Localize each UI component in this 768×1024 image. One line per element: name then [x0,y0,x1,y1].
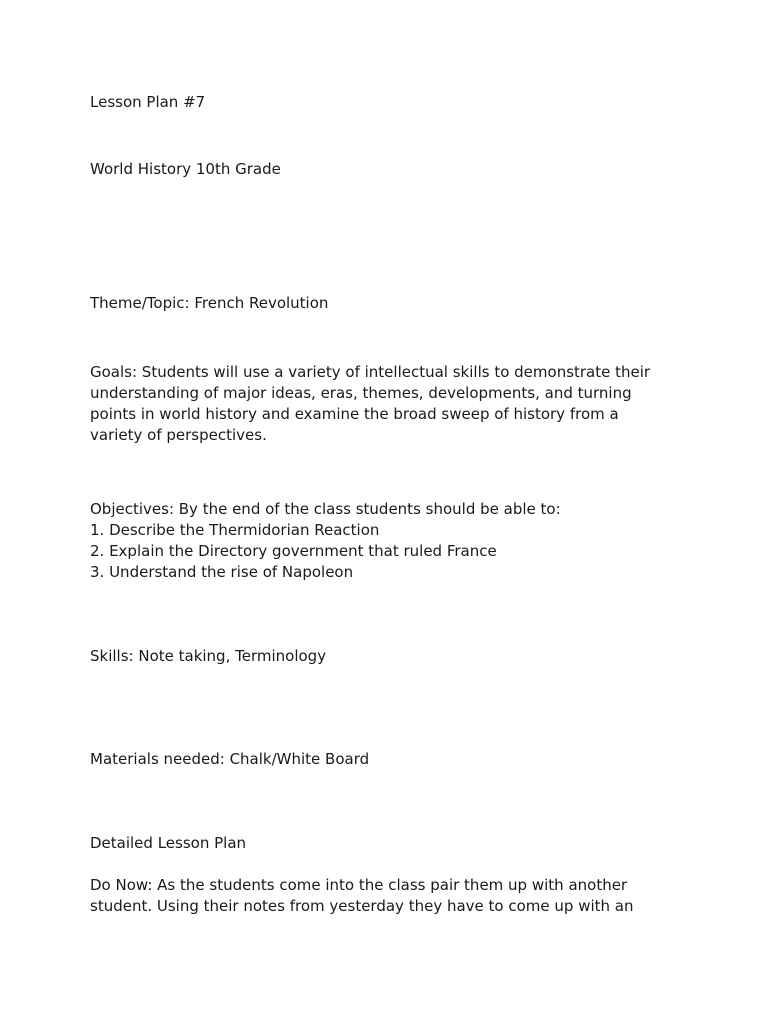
goals-line: understanding of major ideas, eras, themes, developments, and turning [90,384,632,402]
lesson-plan-title: Lesson Plan #7 [90,93,206,111]
course-name: World History 10th Grade [90,160,281,178]
goals-line: variety of perspectives. [90,426,267,444]
objective-item: 3. Understand the rise of Napoleon [90,563,354,581]
goals-line: points in world history and examine the broad sweep of history from a [90,405,619,423]
objective-item: 1. Describe the Thermidorian Reaction [90,521,380,539]
theme-topic: Theme/Topic: French Revolution [90,294,329,312]
objectives-intro: Objectives: By the end of the class students should be able to: [90,500,561,518]
materials-line: Materials needed: Chalk/White Board [90,750,370,768]
detailed-lesson-plan-heading: Detailed Lesson Plan [90,834,247,852]
objective-item: 2. Explain the Directory government that ruled France [90,542,497,560]
do-now-line: Do Now: As the students come into the class pair them up with another [90,876,628,894]
do-now-line: student. Using their notes from yesterday they have to come up with an [90,897,634,915]
goals-line: Goals: Students will use a variety of intellectual skills to demonstrate their [90,363,651,381]
skills-line: Skills: Note taking, Terminology [90,647,327,665]
